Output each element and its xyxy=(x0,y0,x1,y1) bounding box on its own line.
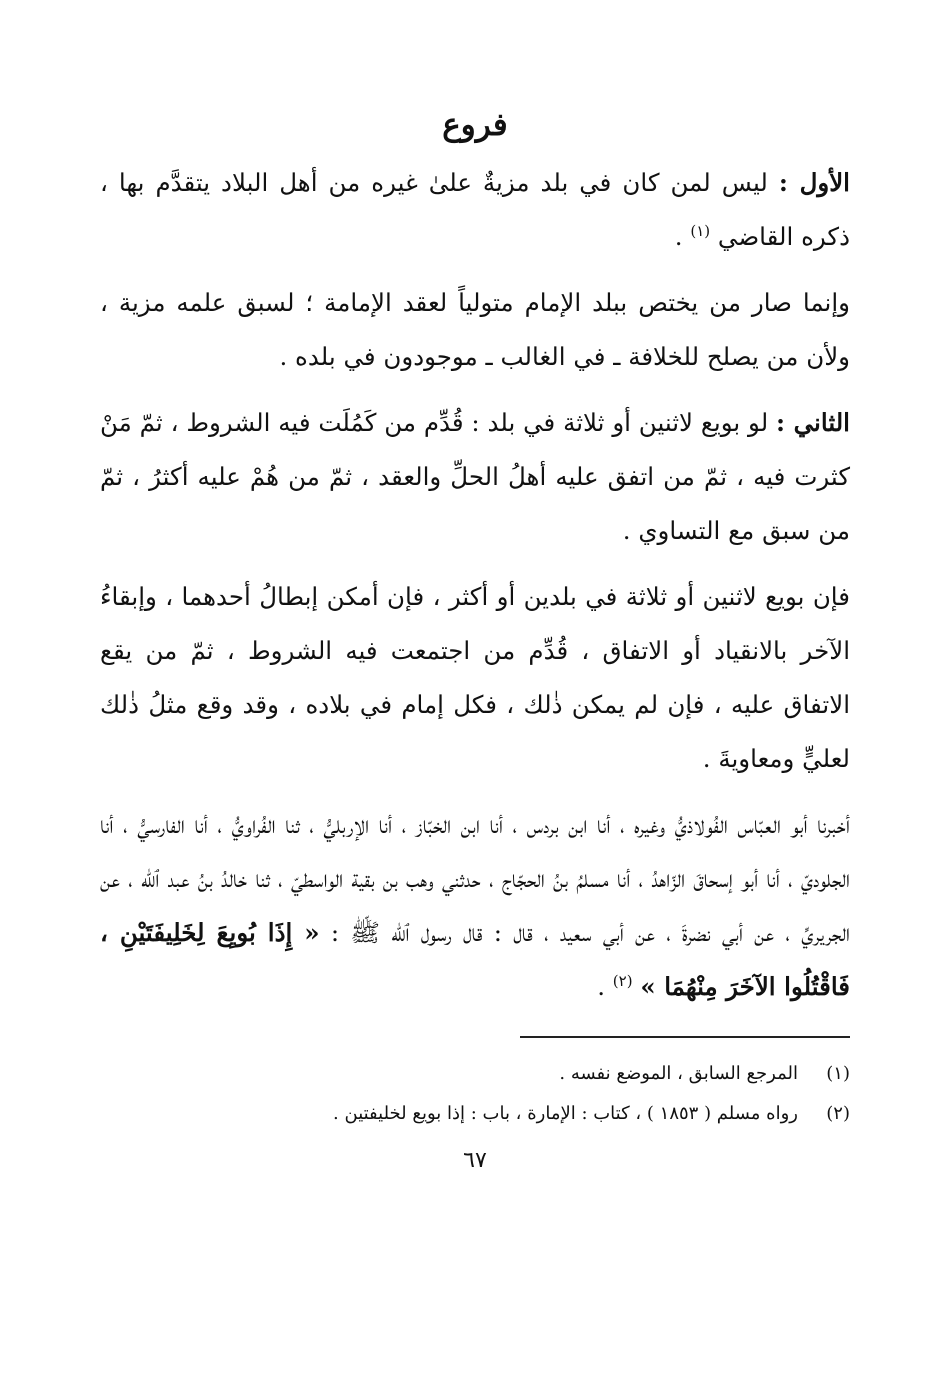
footnotes xyxy=(100,1054,850,1134)
first-text: ليس لمن كان في بلد مزيةٌ علىٰ غيره من أهل البلاد يتقدَّم بها ، ذكره القاضي xyxy=(100,168,850,251)
first-tail: . xyxy=(674,222,691,251)
footnote-text: رواه مسلم ( ١٨٥٣ ) ، كتاب : الإمارة ، باب : إذا بويع لخليفتين . xyxy=(333,1103,798,1124)
paragraph-fifth xyxy=(100,798,850,1014)
third-text: لو بويع لاثنين أو ثلاثة في بلد : قُدِّم من كَمُلَت فيه الشروط ، ثمّ مَنْ كثرت فيه ، ثمّ من اتفق عليه أهلُ الحلِّ والعقد ، ثمّ من هُمْ عليه أكثرُ ، ثمّ من سبق مع التساوي . xyxy=(100,408,850,545)
hadith-quote: « إِذَا بُويِعَ لِخَلِيفَتَيْنِ ، فَاقْتُلُوا الآخَرَ مِنْهُمَا » xyxy=(100,918,850,1001)
paragraph-first xyxy=(100,156,850,264)
fifth-tail: . xyxy=(597,972,613,1001)
paragraph-second xyxy=(100,276,850,384)
section-title: فروع xyxy=(442,107,508,143)
footnote-ref-1[interactable]: (١) xyxy=(690,221,711,240)
page-number: ٦٧ xyxy=(463,1148,487,1173)
fifth-text: أخبرنا أبو العبّاس الفُولاذيُّ وغيره ، أنا ابن بردس ، أنا ابن الخبّاز ، أنا الإربليُّ ، ثنا الفُراويُّ ، أنا الفارسيُّ ، أنا الجلوديّ ، أنا أبو إسحاقَ الزّاهدُ ، أنا مسلمُ بنُ الحجّاج ، حدثني وهب بن بقية الواسطيّ ، ثنا خالدُ بنُ عبد ٱلله ، عن الجريريِّ ، عن أبي نضرةَ ، عن أبي سعيد ، قال : قال رسول ٱلله ﷺ : xyxy=(100,810,851,947)
footnote-item xyxy=(100,1054,850,1094)
first-lead: الأول : xyxy=(778,168,850,197)
book-page xyxy=(100,100,850,1360)
second-text: وإنما صار من يختص ببلد الإمام متولياً لعقد الإمامة ؛ لسبق علمه مزية ، ولأن من يصلح للخلافة ـ في الغالب ـ موجودون في بلده . xyxy=(100,288,850,371)
paragraph-fourth xyxy=(100,570,850,786)
footnote-divider xyxy=(520,1036,850,1038)
footnote-number: (٢) xyxy=(826,1103,850,1124)
fourth-text: فإن بويع لاثنين أو ثلاثة في بلدين أو أكثر ، فإن أمكن إبطالُ أحدهما ، وإبقاءُ الآخر بالانقياد أو الاتفاق ، قُدِّم من اجتمعت فيه الشروط ، ثمّ من يقع الاتفاق عليه ، فإن لم يمكن ذٰلك ، فكل إمام في بلاده ، وقد وقع مثلُ ذٰلك لعليٍّ ومعاويةَ . xyxy=(100,582,850,773)
third-lead: الثاني : xyxy=(776,408,850,437)
footnote-text: المرجع السابق ، الموضع نفسه . xyxy=(559,1063,798,1084)
footnote-number: (١) xyxy=(826,1063,850,1084)
footnote-item xyxy=(100,1094,850,1134)
paragraph-third xyxy=(100,396,850,558)
footnote-ref-2[interactable]: (٢) xyxy=(612,971,633,990)
